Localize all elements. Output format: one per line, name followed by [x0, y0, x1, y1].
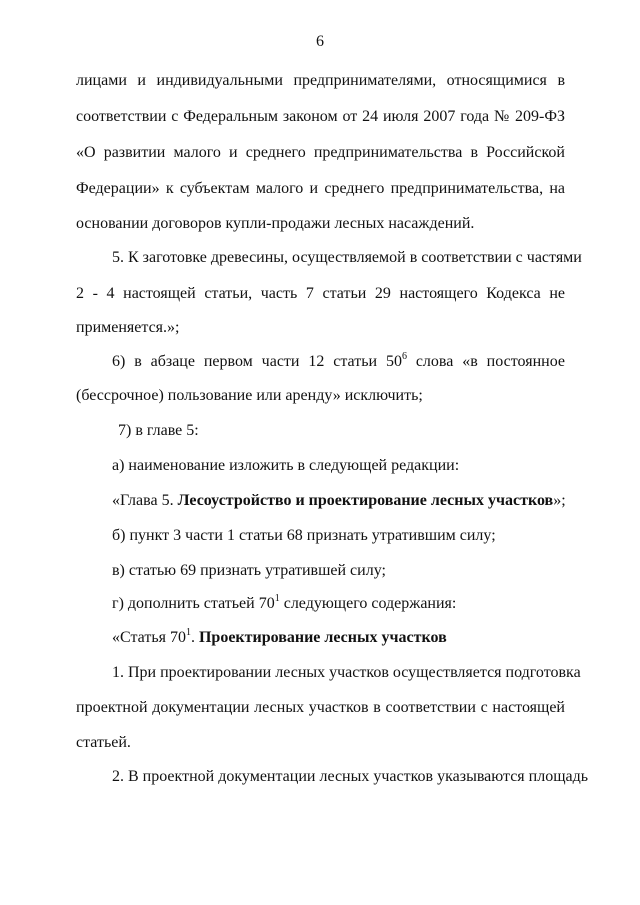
paragraph-start: 5. К заготовке древесины, осуществляемой в соответствии с частями [112, 249, 582, 266]
text-span: «Статья 70 [112, 629, 186, 646]
text-line: (бессрочное) пользование или аренду» исключить; [76, 387, 423, 404]
text-line: лицами и индивидуальными предпринимателями, относящимися в [76, 72, 565, 89]
chapter-heading-line [112, 491, 566, 511]
text-line: основании договоров купли-продажи лесных насаждений. [76, 215, 475, 232]
paragraph-start: 7) в главе 5: [118, 422, 199, 439]
paragraph-start: 1. При проектировании лесных участков осуществляется подготовка [112, 664, 581, 681]
paragraph-start [112, 594, 456, 614]
text-span: слова «в постоянное [406, 353, 566, 370]
paragraph-start: а) наименование изложить в следующей редакции: [112, 457, 460, 474]
text-line: Федерации» к субъектам малого и среднего предпринимательства, на [76, 180, 565, 197]
article-title: Проектирование лесных участков [198, 629, 447, 646]
superscript: 1 [274, 593, 280, 604]
chapter-title: Лесоустройство и проектирование лесных участков [177, 492, 554, 509]
text-span: »; [553, 492, 566, 509]
text-line: проектной документации лесных участков в соответствии с настоящей [76, 699, 565, 716]
paragraph-start: в) статью 69 признать утратившей силу; [112, 562, 386, 579]
text-span: следующего содержания: [279, 595, 457, 612]
text-span: «Глава 5. [112, 492, 178, 509]
text-line: соответствии с Федеральным законом от 24 июля 2007 года № 209-ФЗ [76, 108, 565, 125]
superscript: 6 [401, 351, 407, 362]
article-heading-line [112, 628, 447, 648]
page-number: 6 [316, 33, 324, 50]
text-span: . [190, 629, 199, 646]
text-span: 6) в абзаце первом части 12 статьи 50 [112, 353, 402, 370]
text-line: 2 - 4 настоящей статьи, часть 7 статьи 29 настоящего Кодекса не [76, 285, 565, 302]
text-line: применяется.»; [76, 319, 180, 336]
superscript: 1 [185, 627, 191, 638]
text-line: статьей. [76, 734, 131, 751]
paragraph-start: 2. В проектной документации лесных участков указываются площадь [112, 768, 589, 785]
text-line: «О развитии малого и среднего предпринимательства в Российской [76, 144, 565, 161]
paragraph-start [112, 352, 565, 372]
paragraph-start: б) пункт 3 части 1 статьи 68 признать утратившим силу; [112, 527, 496, 544]
text-span: г) дополнить статьей 70 [112, 595, 275, 612]
